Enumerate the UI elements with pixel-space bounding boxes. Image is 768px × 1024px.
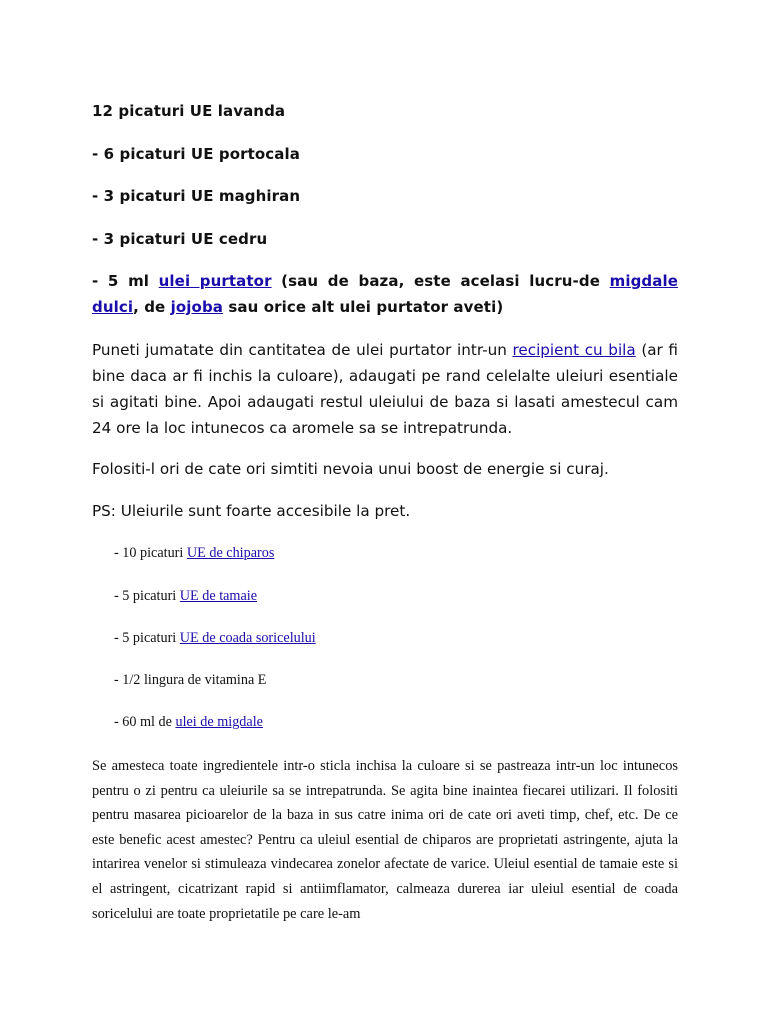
item-text: - 5 picaturi bbox=[114, 588, 180, 604]
item-text: (sau de baza, este acelasi lucru-de bbox=[271, 272, 610, 290]
recipe2-item-tamaie bbox=[114, 586, 700, 606]
link-ulei-de-migdale[interactable]: ulei de migdale bbox=[175, 714, 263, 730]
recipe1-item-portocala: - 6 picaturi UE portocala bbox=[92, 145, 300, 163]
recipe1-item-maghiran: - 3 picaturi UE maghiran bbox=[92, 187, 301, 205]
usage-paragraph: Folositi-l ori de cate ori simtiti nevoia unui boost de energie si curaj. bbox=[92, 460, 609, 478]
ps-paragraph: PS: Uleiurile sunt foarte accesibile la pret. bbox=[92, 502, 411, 520]
link-recipient-cu-bila[interactable]: recipient cu bila bbox=[512, 341, 636, 359]
recipe2-item-vitamina-e bbox=[114, 670, 700, 690]
explanation-paragraph: Se amesteca toate ingredientele intr-o sticla inchisa la culoare si se pastreaza intr-un loc intunecos pentru o zi pentru ca uleiurile sa se intrepatrunda. Se agita bine inaintea fiecarei utilizari. Il folositi pentru masarea picioarelor de la baza in sus catre inima ori de cate ori aveti timp, chef, etc. De ce este benefic acest amestec? Pentru ca uleiul esential de chiparos are proprietati astringente, ajuta la intarirea venelor si stimuleaza vindecarea zonelor afectate de varice. Uleiul esential de tamaie este si el astringent, cicatrizant rapid si antiimflamator, calmeaza durerea iar uleiul esential de coada soricelului are toate proprietatile pe care le-am bbox=[92, 758, 678, 922]
paragraph-text: (ar fi bine daca ar fi inchis la culoare), adaugati pe rand celelalte uleiuri esentiale si agitati bine. Apoi adaugati restul uleiului de baza si lasati amestecul cam 24 ore la loc intunecos ca aromele sa se intrepatrunda. bbox=[92, 341, 678, 437]
recipe1-item-lavanda: 12 picaturi UE lavanda bbox=[92, 102, 286, 120]
link-migdale-dulci[interactable]: migdale dulci bbox=[92, 272, 678, 316]
paragraph-text: Puneti jumatate din cantitatea de ulei purtator intr-un bbox=[92, 341, 513, 359]
item-text: - 1/2 lingura de vitamina E bbox=[114, 672, 267, 688]
item-text: - 5 ml bbox=[92, 272, 159, 290]
instructions-paragraph bbox=[92, 337, 678, 441]
recipe1-item-ulei-purtator bbox=[92, 268, 678, 320]
recipe2-item-migdale bbox=[114, 712, 700, 732]
item-text: - 10 picaturi bbox=[114, 545, 187, 561]
item-text: sau orice alt ulei purtator aveti) bbox=[223, 298, 504, 316]
link-jojoba[interactable]: jojoba bbox=[170, 298, 224, 316]
link-ue-de-tamaie[interactable]: UE de tamaie bbox=[179, 588, 258, 604]
link-ue-de-coada-soricelului[interactable]: UE de coada soricelului bbox=[179, 630, 316, 646]
item-text: - 60 ml de bbox=[114, 714, 176, 730]
item-text: - 5 picaturi bbox=[114, 630, 180, 646]
item-text: , de bbox=[133, 298, 171, 316]
link-ue-de-chiparos[interactable]: UE de chiparos bbox=[186, 545, 275, 561]
recipe1-item-cedru: - 3 picaturi UE cedru bbox=[92, 230, 268, 248]
recipe2-item-chiparos bbox=[114, 543, 700, 563]
link-ulei-purtator[interactable]: ulei purtator bbox=[158, 272, 272, 290]
recipe2-item-coada-soricelului bbox=[114, 628, 700, 648]
